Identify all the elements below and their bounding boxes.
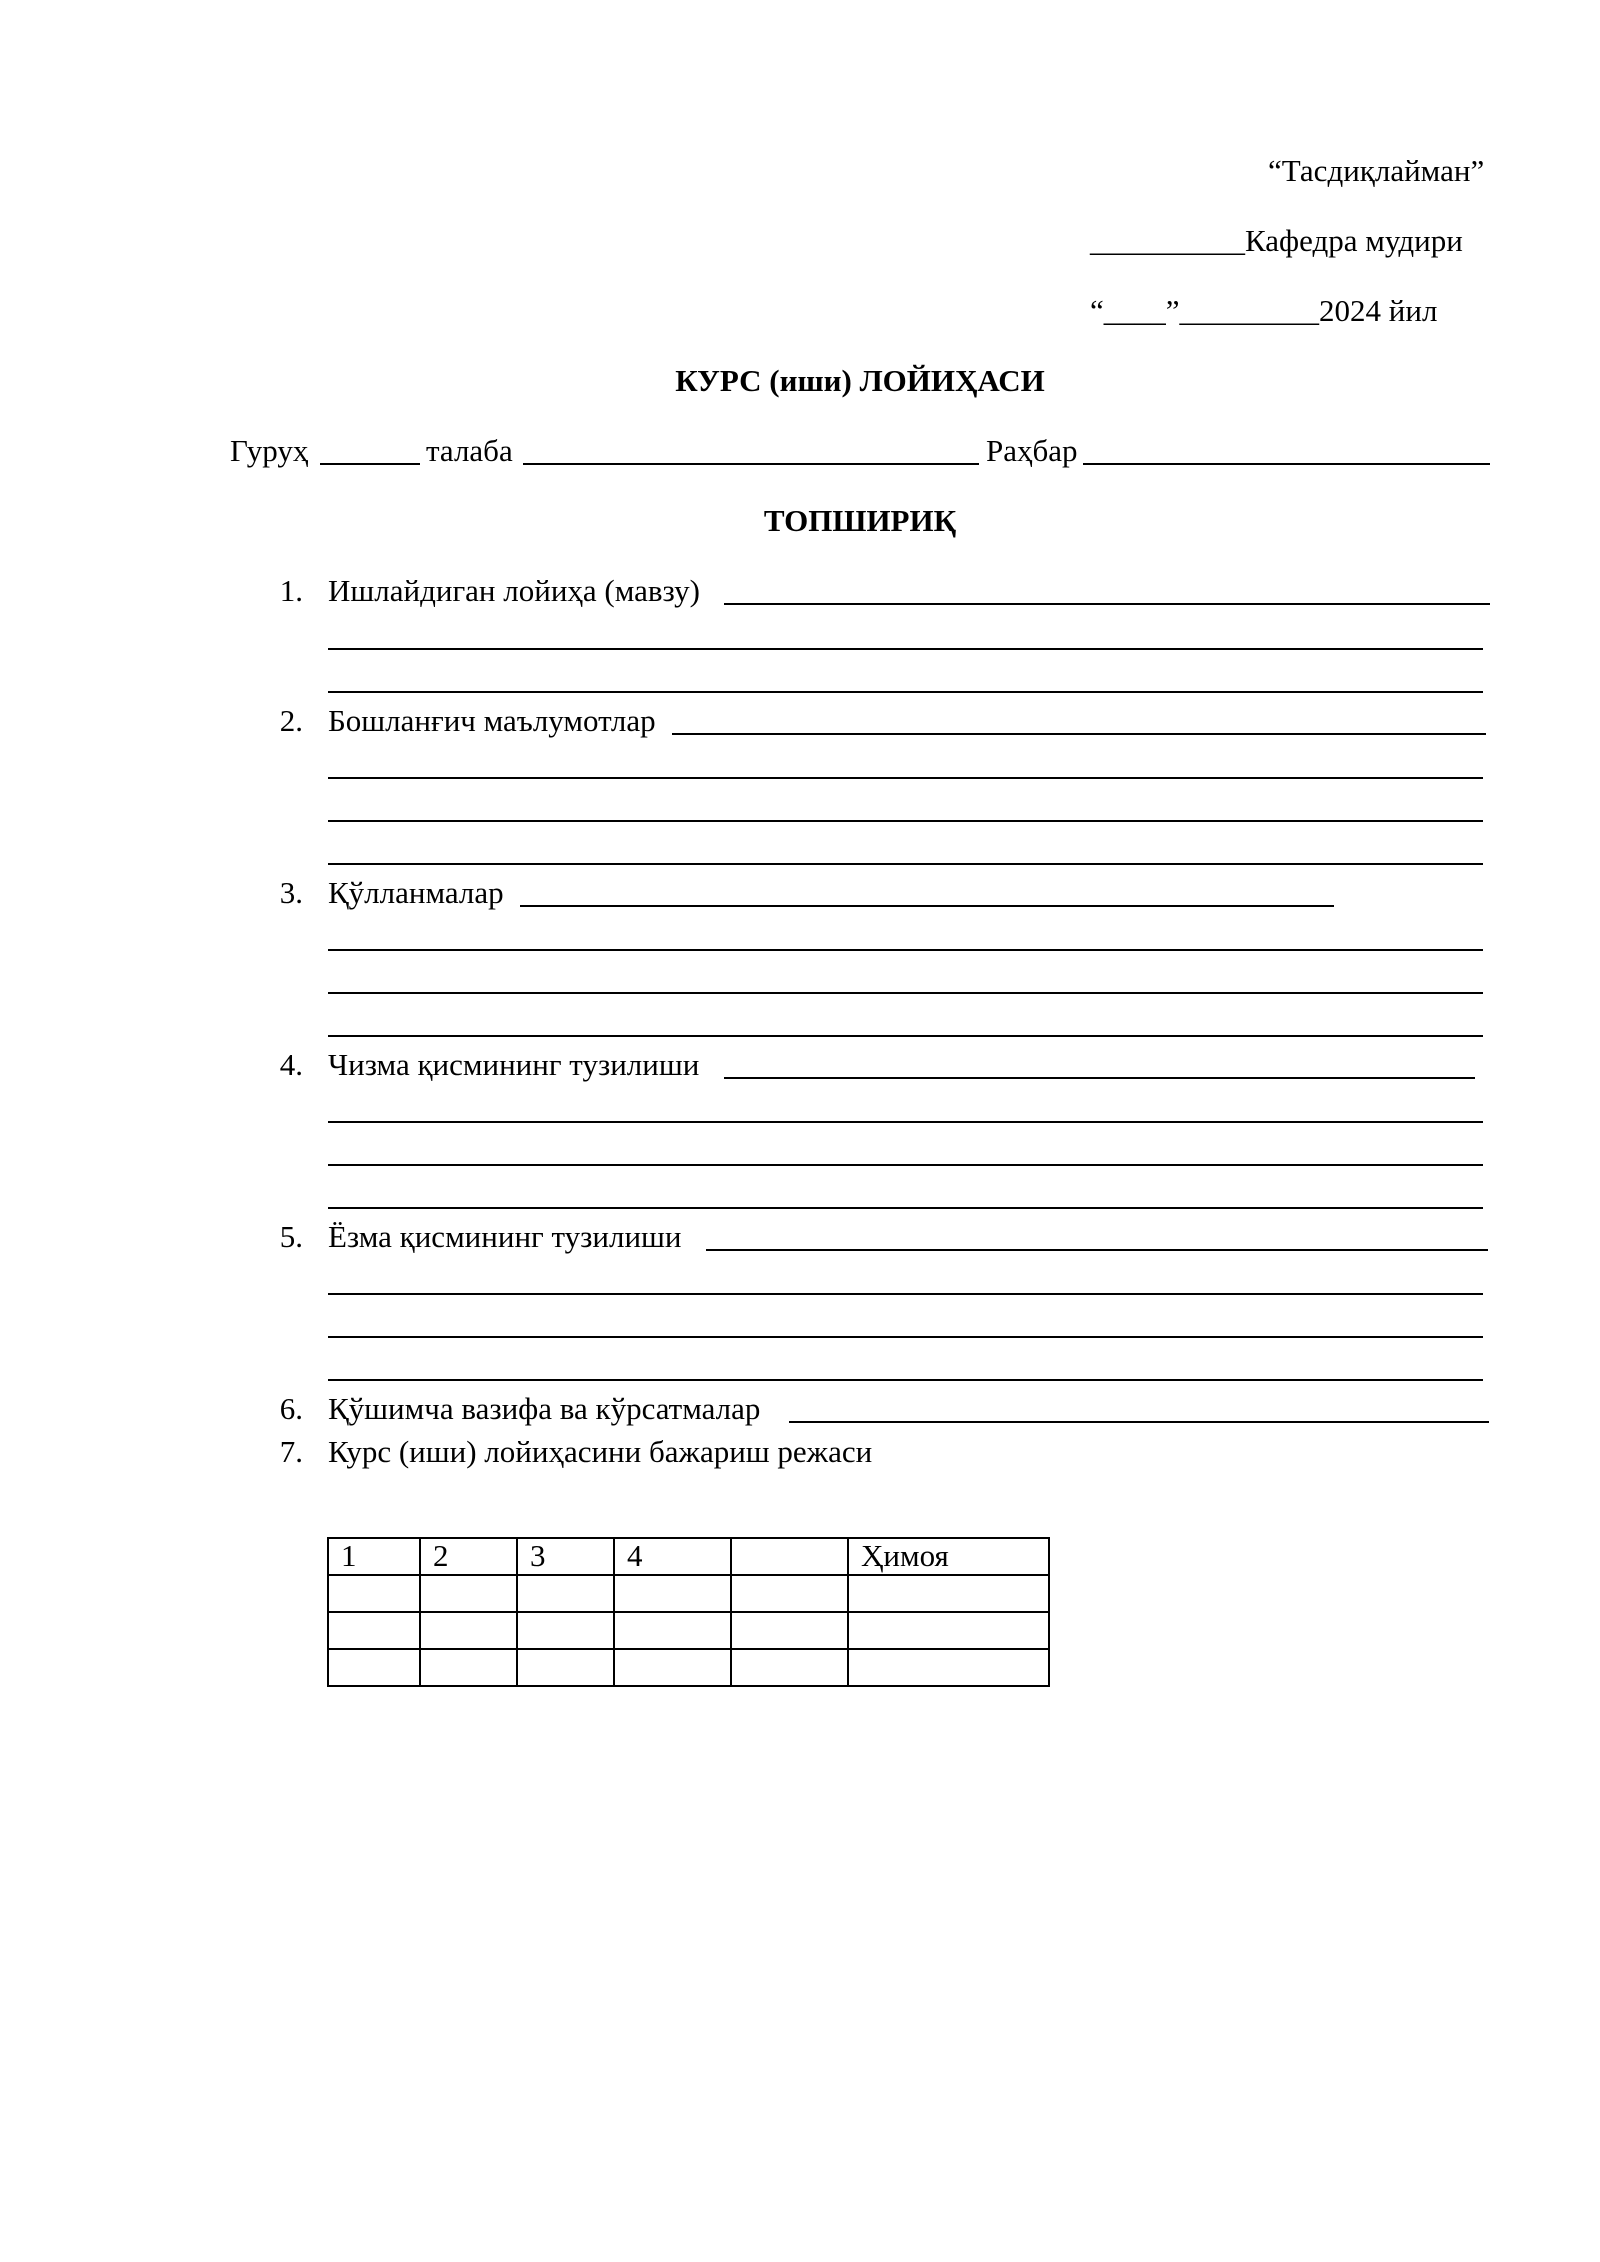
item-label-topic: Ишлайдиган лойиҳа (мавзу) [328,573,700,608]
initial-data-field[interactable] [672,733,1486,735]
table-cell[interactable] [517,1649,614,1686]
table-cell[interactable] [731,1575,848,1612]
written-part-extra-line[interactable] [328,1293,1483,1295]
drawing-part-extra-line[interactable] [328,1207,1483,1209]
work-plan-table [327,1537,1050,1687]
task-heading: ТОПШИРИҚ [763,503,957,538]
table-header-cell: 1 [328,1538,420,1575]
table-cell[interactable] [517,1575,614,1612]
initial-data-extra-line[interactable] [328,820,1483,822]
item-label-work-plan: Курс (иши) лойиҳасини бажариш режаси [328,1434,873,1469]
item-label-drawing-part: Чизма қисмининг тузилиши [328,1047,700,1082]
table-header-cell: 2 [420,1538,517,1575]
item-number: 5. [279,1219,303,1254]
group-label: Гуруҳ [230,433,309,468]
item-number: 4. [279,1047,303,1082]
document-heading: КУРС (иши) ЛОЙИҲАСИ [675,363,1045,398]
written-part-extra-line[interactable] [328,1379,1483,1381]
initial-data-extra-line[interactable] [328,777,1483,779]
topic-extra-line[interactable] [328,691,1483,693]
student-label: талаба [426,433,513,468]
topic-extra-line[interactable] [328,648,1483,650]
item-label-written-part: Ёзма қисмининг тузилиши [328,1219,682,1254]
item-number: 7. [279,1434,303,1469]
table-header-cell [731,1538,848,1575]
topic-field[interactable] [724,603,1490,605]
drawing-part-field[interactable] [724,1077,1475,1079]
item-number: 6. [279,1391,303,1426]
table-cell[interactable] [848,1612,1049,1649]
table-cell[interactable] [614,1612,731,1649]
table-cell[interactable] [328,1649,420,1686]
manuals-extra-line[interactable] [328,992,1483,994]
item-label-additional-tasks: Қўшимча вазифа ва кўрсатмалар [328,1391,761,1426]
table-cell[interactable] [614,1575,731,1612]
table-row [328,1649,1049,1686]
supervisor-label: Раҳбар [986,433,1078,468]
table-cell[interactable] [731,1649,848,1686]
item-number: 2. [279,703,303,738]
drawing-part-extra-line[interactable] [328,1164,1483,1166]
table-header-row [328,1538,1049,1575]
written-part-field[interactable] [706,1249,1488,1251]
table-cell[interactable] [420,1575,517,1612]
table-row [328,1575,1049,1612]
additional-tasks-field[interactable] [789,1421,1489,1423]
approval-date-line: “____”_________2024 йил [1090,293,1438,328]
drawing-part-extra-line[interactable] [328,1121,1483,1123]
item-number: 1. [279,573,303,608]
supervisor-field[interactable] [1083,463,1490,465]
item-label-manuals: Қўлланмалар [328,875,504,910]
table-cell[interactable] [731,1612,848,1649]
table-cell[interactable] [614,1649,731,1686]
approval-title: “Тасдиқлайман” [1268,153,1485,188]
group-field[interactable] [320,463,420,465]
manuals-extra-line[interactable] [328,1035,1483,1037]
table-cell[interactable] [848,1649,1049,1686]
department-head-line: __________Кафедра мудири [1090,223,1463,258]
table-header-cell: Ҳимоя [848,1538,1049,1575]
manuals-field[interactable] [520,905,1334,907]
table-cell[interactable] [328,1612,420,1649]
manuals-extra-line[interactable] [328,949,1483,951]
item-number: 3. [279,875,303,910]
table-cell[interactable] [420,1612,517,1649]
student-field[interactable] [523,463,979,465]
table-cell[interactable] [848,1575,1049,1612]
written-part-extra-line[interactable] [328,1336,1483,1338]
table-cell[interactable] [517,1612,614,1649]
table-cell[interactable] [328,1575,420,1612]
table-cell[interactable] [420,1649,517,1686]
table-row [328,1612,1049,1649]
table-header-cell: 3 [517,1538,614,1575]
initial-data-extra-line[interactable] [328,863,1483,865]
item-label-initial-data: Бошланғич маълумотлар [328,703,656,738]
table-header-cell: 4 [614,1538,731,1575]
